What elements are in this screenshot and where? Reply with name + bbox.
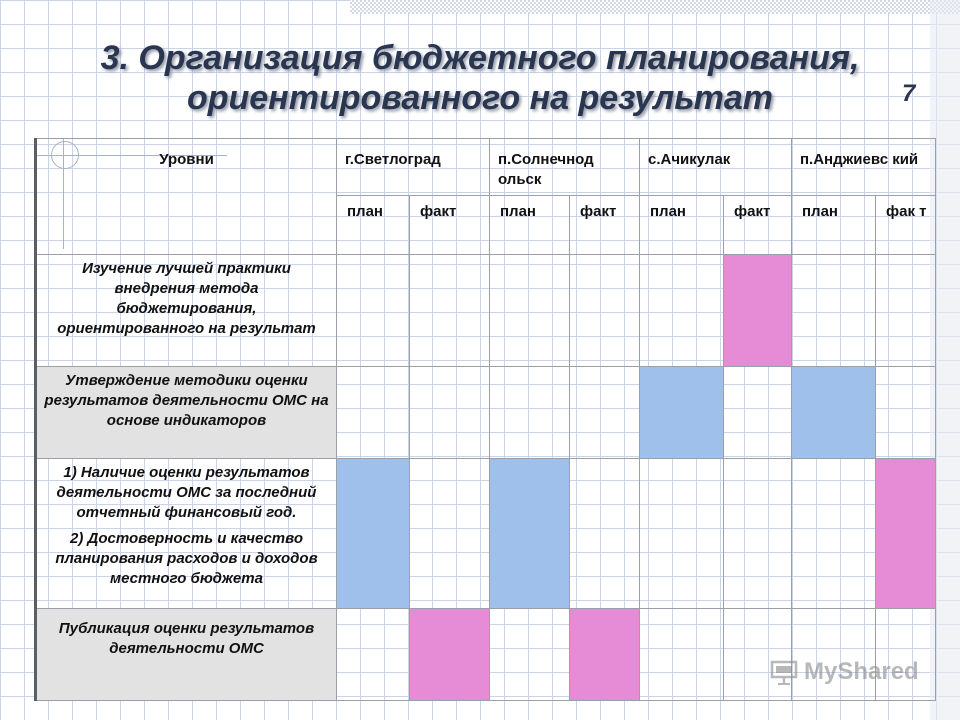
status-cell xyxy=(640,609,724,701)
table-row xyxy=(36,459,936,609)
fact-header: факт xyxy=(724,196,792,255)
table-row xyxy=(36,367,936,459)
fact-header: факт xyxy=(570,196,640,255)
status-cell xyxy=(876,367,936,459)
presentation-icon xyxy=(770,659,798,685)
row-label-assessment xyxy=(36,459,337,609)
status-cell xyxy=(337,255,410,367)
row-label-best-practice: Изучение лучшей практики внедрения метода бюджетирования, ориентированного на результат xyxy=(36,255,337,367)
status-cell-marked xyxy=(570,609,640,701)
fact-header: факт xyxy=(410,196,490,255)
slide-title xyxy=(0,38,960,118)
status-cell xyxy=(337,367,410,459)
status-cell-marked xyxy=(876,459,936,609)
status-cell-marked xyxy=(724,255,792,367)
row-label-publication: Публикация оценки результатов деятельности ОМС xyxy=(36,609,337,701)
settlement-header-svetlograd: г.Светлоград xyxy=(337,139,490,196)
status-cell xyxy=(570,367,640,459)
plan-header: план xyxy=(792,196,876,255)
status-cell xyxy=(792,255,876,367)
status-cell-marked xyxy=(337,459,410,609)
levels-header-cell xyxy=(36,139,337,255)
status-cell xyxy=(876,255,936,367)
settlement-header-andzhievsky: п.Анджиевс кий xyxy=(792,139,936,196)
fact-header: фак т xyxy=(876,196,936,255)
status-cell xyxy=(792,459,876,609)
budget-planning-table xyxy=(34,138,936,701)
status-cell xyxy=(724,609,792,701)
status-cell xyxy=(640,459,724,609)
decorative-band xyxy=(350,0,960,14)
status-cell xyxy=(724,367,792,459)
status-cell xyxy=(876,609,936,701)
plan-header: план xyxy=(337,196,410,255)
table-row xyxy=(36,609,936,701)
status-cell xyxy=(490,367,570,459)
status-cell xyxy=(410,255,490,367)
status-cell xyxy=(570,459,640,609)
watermark-text: MyShared xyxy=(804,658,919,685)
slide-title-line-1: 3. Организация бюджетного планирования, xyxy=(100,39,860,77)
assessment-item-1: 1) Наличие оценки результатов деятельности ОМС за последний отчетный финансовый год. xyxy=(56,464,317,521)
plan-header: план xyxy=(490,196,570,255)
watermark xyxy=(770,658,919,686)
status-cell xyxy=(410,367,490,459)
status-cell xyxy=(337,609,410,701)
status-cell-marked xyxy=(490,459,570,609)
settlement-header-achikulak: с.Ачикулак xyxy=(640,139,792,196)
status-cell-marked xyxy=(410,609,490,701)
assessment-item-2: 2) Достоверность и качество планирования расходов и доходов местного бюджета xyxy=(55,530,318,587)
status-cell-marked xyxy=(792,367,876,459)
plan-header: план xyxy=(640,196,724,255)
decorative-line xyxy=(63,139,64,249)
status-cell xyxy=(490,609,570,701)
status-cell xyxy=(724,459,792,609)
settlement-header-solnechnodolsk: п.Солнечнод ольск xyxy=(490,139,640,196)
table-row xyxy=(36,255,936,367)
levels-header: Уровни xyxy=(159,151,214,168)
status-cell xyxy=(792,609,876,701)
slide-title-line-2: ориентированного на результат xyxy=(186,79,774,117)
status-cell-marked xyxy=(640,367,724,459)
slide-number: 7 xyxy=(902,80,916,107)
row-label-methodology: Утверждение методики оценки результатов деятельности ОМС на основе индикаторов xyxy=(36,367,337,459)
status-cell xyxy=(640,255,724,367)
status-cell xyxy=(570,255,640,367)
status-cell xyxy=(490,255,570,367)
status-cell xyxy=(410,459,490,609)
